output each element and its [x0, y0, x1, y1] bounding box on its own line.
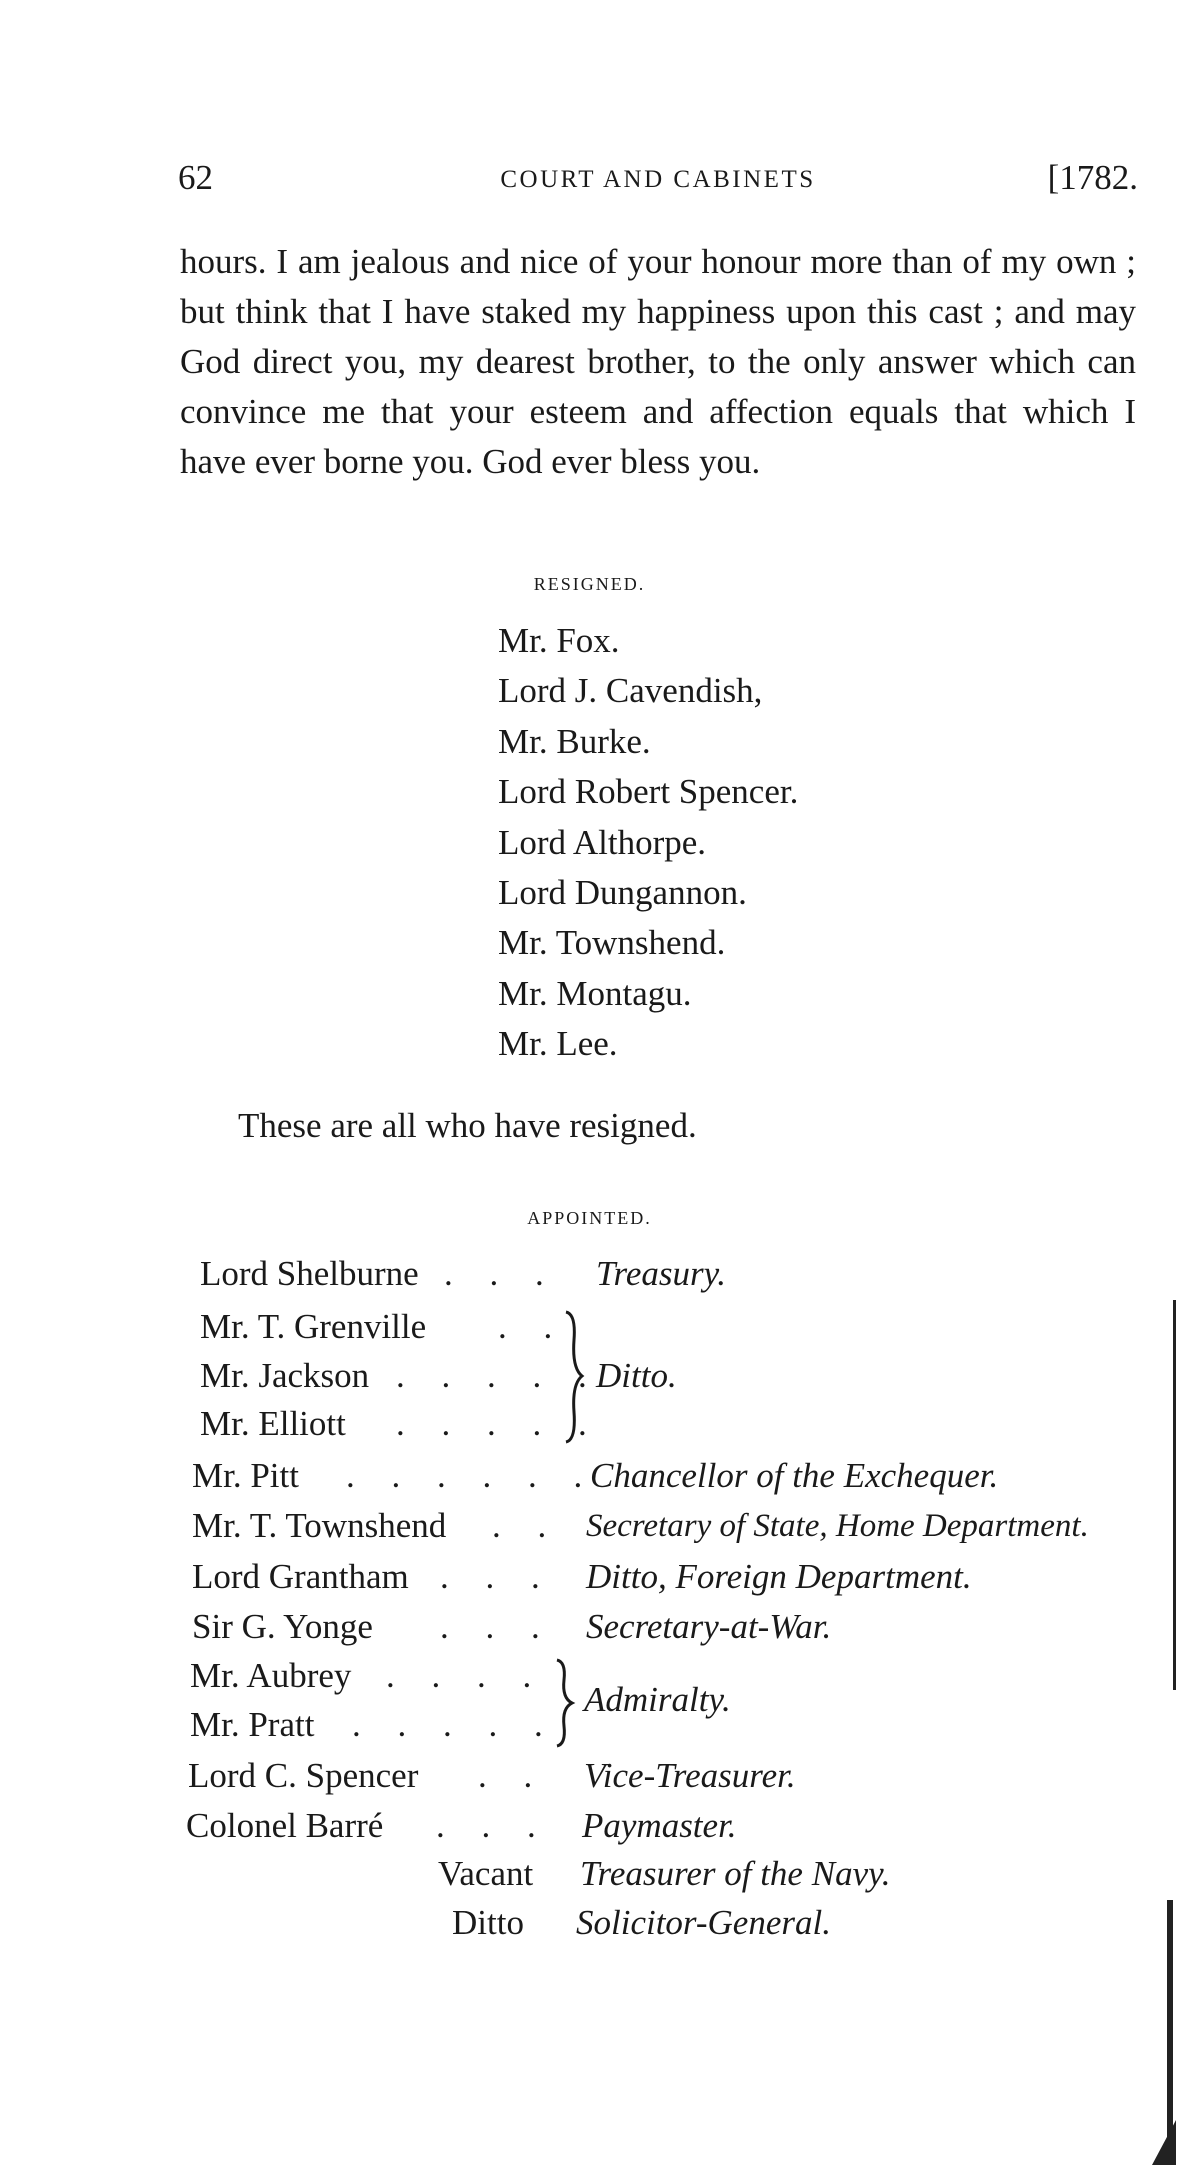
page-corner-mark: [1152, 2120, 1176, 2165]
appointee-name: Lord Shelburne: [200, 1254, 419, 1293]
leader-dots: . . .: [436, 1806, 550, 1845]
resigned-name: Lord Robert Spencer.: [498, 772, 799, 812]
appointee-name: Sir G. Yonge: [192, 1607, 373, 1646]
running-year: [1782.: [1047, 158, 1138, 197]
leader-dots: . .: [492, 1506, 561, 1545]
leader-dots: . . . . . .: [346, 1456, 597, 1495]
right-brace-icon: [552, 1658, 578, 1748]
appointee-name: Ditto: [452, 1903, 524, 1942]
resigned-heading: RESIGNED.: [533, 574, 646, 594]
appointee-name: Vacant: [438, 1854, 534, 1893]
appointee-name: Colonel Barré: [186, 1806, 384, 1845]
appointee-name: Lord Grantham: [192, 1557, 409, 1596]
resigned-name: Mr. Montagu.: [498, 973, 692, 1013]
appointed-office: Vice-Treasurer.: [584, 1756, 796, 1795]
appointed-office: Treasury.: [596, 1254, 726, 1293]
appointed-office: Secretary of State, Home Department.: [586, 1508, 1089, 1544]
resigned-name: Mr. Lee.: [498, 1024, 618, 1064]
leader-dots: . . . . .: [352, 1705, 557, 1744]
appointed-heading: APPOINTED.: [527, 1208, 652, 1228]
running-head: [178, 158, 1138, 202]
appointee-name: Mr. Pratt: [190, 1705, 315, 1744]
appointee-name: Mr. Aubrey: [190, 1656, 352, 1695]
resigned-summary: These are all who have resigned.: [238, 1106, 697, 1145]
resigned-name: Lord Dungannon.: [498, 873, 747, 913]
appointee-name: Mr. T. Townshend: [192, 1506, 447, 1545]
leader-dots: . . . .: [386, 1656, 546, 1695]
appointed-office: Secretary-at-War.: [586, 1607, 832, 1646]
leader-dots: . . .: [440, 1557, 554, 1596]
appointed-office: Paymaster.: [582, 1806, 737, 1845]
appointee-name: Mr. T. Grenville: [200, 1307, 427, 1346]
page-number: 62: [178, 158, 213, 197]
leader-dots: . . . . .: [396, 1404, 601, 1443]
resigned-name: Lord J. Cavendish,: [498, 671, 763, 711]
leader-dots: . . . . .: [396, 1356, 601, 1395]
leader-dots: . . .: [444, 1254, 558, 1293]
resigned-name: Mr. Fox.: [498, 621, 620, 660]
resigned-name: Mr. Townshend.: [498, 923, 726, 963]
running-title: COURT AND CABINETS: [500, 166, 816, 193]
right-brace-icon: [560, 1310, 590, 1444]
appointee-name: Lord C. Spencer: [188, 1756, 419, 1795]
leader-dots: . . .: [440, 1607, 554, 1646]
page-edge-line: [1173, 1300, 1176, 1690]
letter-paragraph: hours. I am jealous and nice of your honour more than of my own ; but think that I have staked my happiness upon this cast ; and may God direct you, my dearest brother, to the only answer which can convince me that your esteem and affection equals that which I have ever borne you. God ever bless you.: [180, 242, 1136, 481]
resigned-name: Lord Althorpe.: [498, 822, 707, 862]
leader-dots: . .: [498, 1307, 567, 1346]
page-edge-line: [1167, 1900, 1173, 2160]
appointee-name: Mr. Jackson: [200, 1356, 370, 1395]
leader-dots: . .: [478, 1756, 547, 1795]
appointee-name: Mr. Pitt: [192, 1456, 299, 1495]
appointed-office: Treasurer of the Navy.: [580, 1854, 891, 1893]
resigned-name: Mr. Burke.: [498, 721, 651, 761]
appointed-office: Chancellor of the Exchequer.: [590, 1456, 999, 1495]
appointee-name: Mr. Elliott: [200, 1404, 346, 1443]
group-office-admiralty: Admiralty.: [584, 1680, 731, 1719]
appointed-office: Solicitor-General.: [576, 1903, 831, 1942]
appointed-office: Ditto, Foreign Department.: [586, 1557, 972, 1596]
group-office-ditto: Ditto.: [596, 1356, 677, 1395]
resigned-list: [498, 616, 798, 1070]
